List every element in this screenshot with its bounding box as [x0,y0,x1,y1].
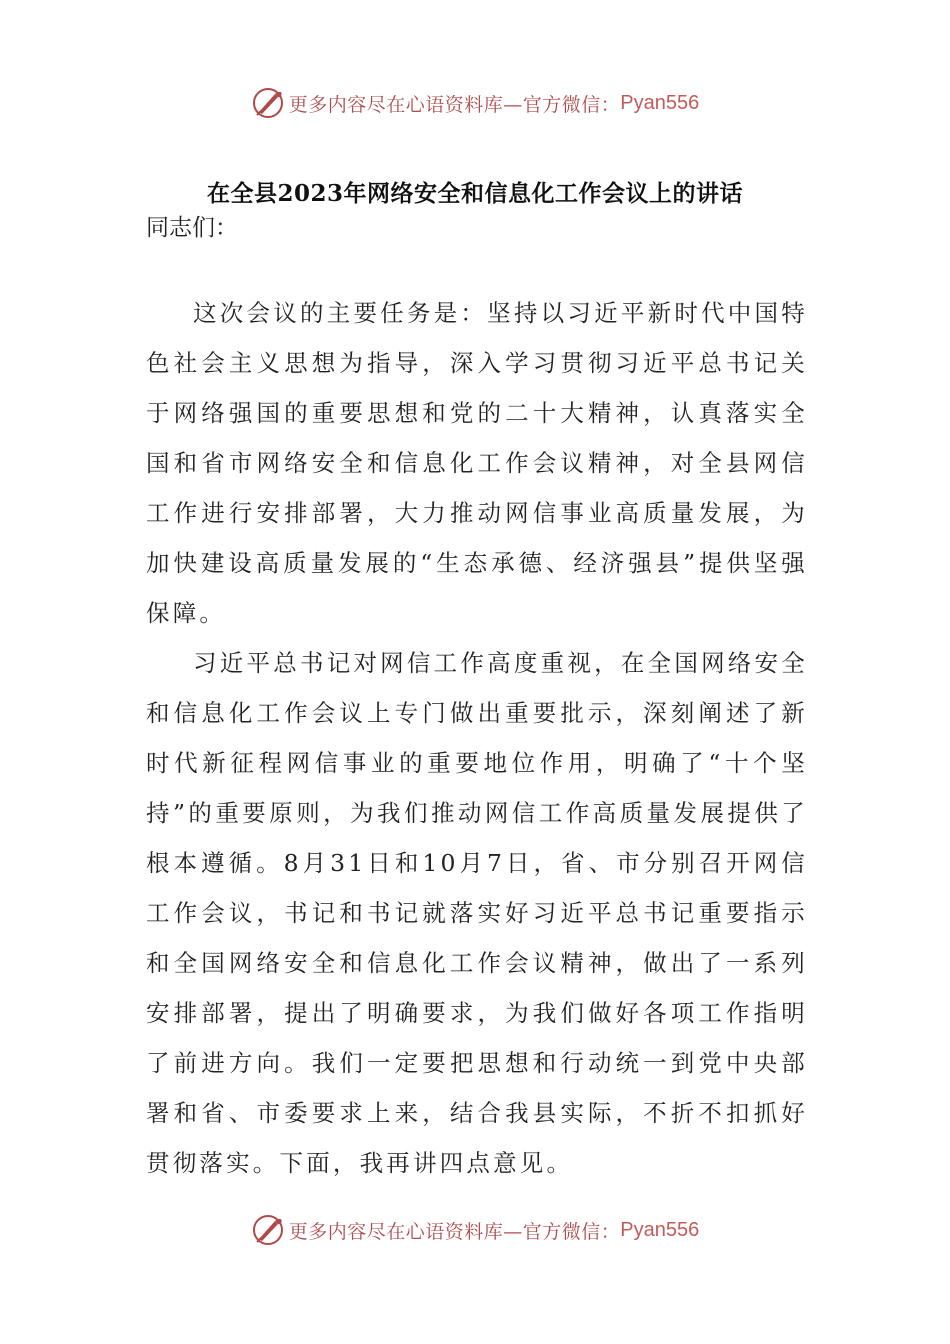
quill-logo-icon [251,86,285,120]
watermark-text: 更多内容尽在心语资料库—官方微信： [288,1220,621,1243]
wechat-id: Pyan556 [620,1218,700,1241]
watermark-text: 更多内容尽在心语资料库—官方微信： [288,93,621,116]
paragraph-1: 这次会议的主要任务是：坚持以习近平新时代中国特色社会主义思想为指导，深入学习贯彻习近平总书记关于网络强国的重要思想和党的二十大精神，认真落实全国和省市网络安全和信息化工作会议精神，对全县网信工作进行安排部署，大力推动网信事业高质量发展，为加快建设高质量发展的“生态承德、经济强县”提供坚强保障。 [146,299,808,627]
document-body [146,288,808,1188]
wechat-id: Pyan556 [620,91,700,114]
quill-logo-icon [251,1213,285,1247]
document-title: 在全县2023年网络安全和信息化工作会议上的讲话 [206,180,743,207]
salutation: 同志们： [146,215,238,241]
footer-watermark-banner [0,1210,950,1250]
paragraph-2: 习近平总书记对网信工作高度重视，在全国网络安全和信息化工作会议上专门做出重要批示，深刻阐述了新时代新征程网信事业的重要地位作用，明确了“十个坚持”的重要原则，为我们推动网信工作高质量发展提供了根本遵循。8月31日和10月7日，省、市分别召开网信工作会议，书记和书记就落实好习近平总书记重要指示和全国网络安全和信息化工作会议精神，做出了一系列安排部署，提出了明确要求，为我们做好各项工作指明了前进方向。我们一定要把思想和行动统一到党中央部署和省、市委要求上来，结合我县实际，不折不扣抓好贯彻落实。下面，我再讲四点意见。 [146,649,808,1177]
header-watermark-banner [0,83,950,123]
